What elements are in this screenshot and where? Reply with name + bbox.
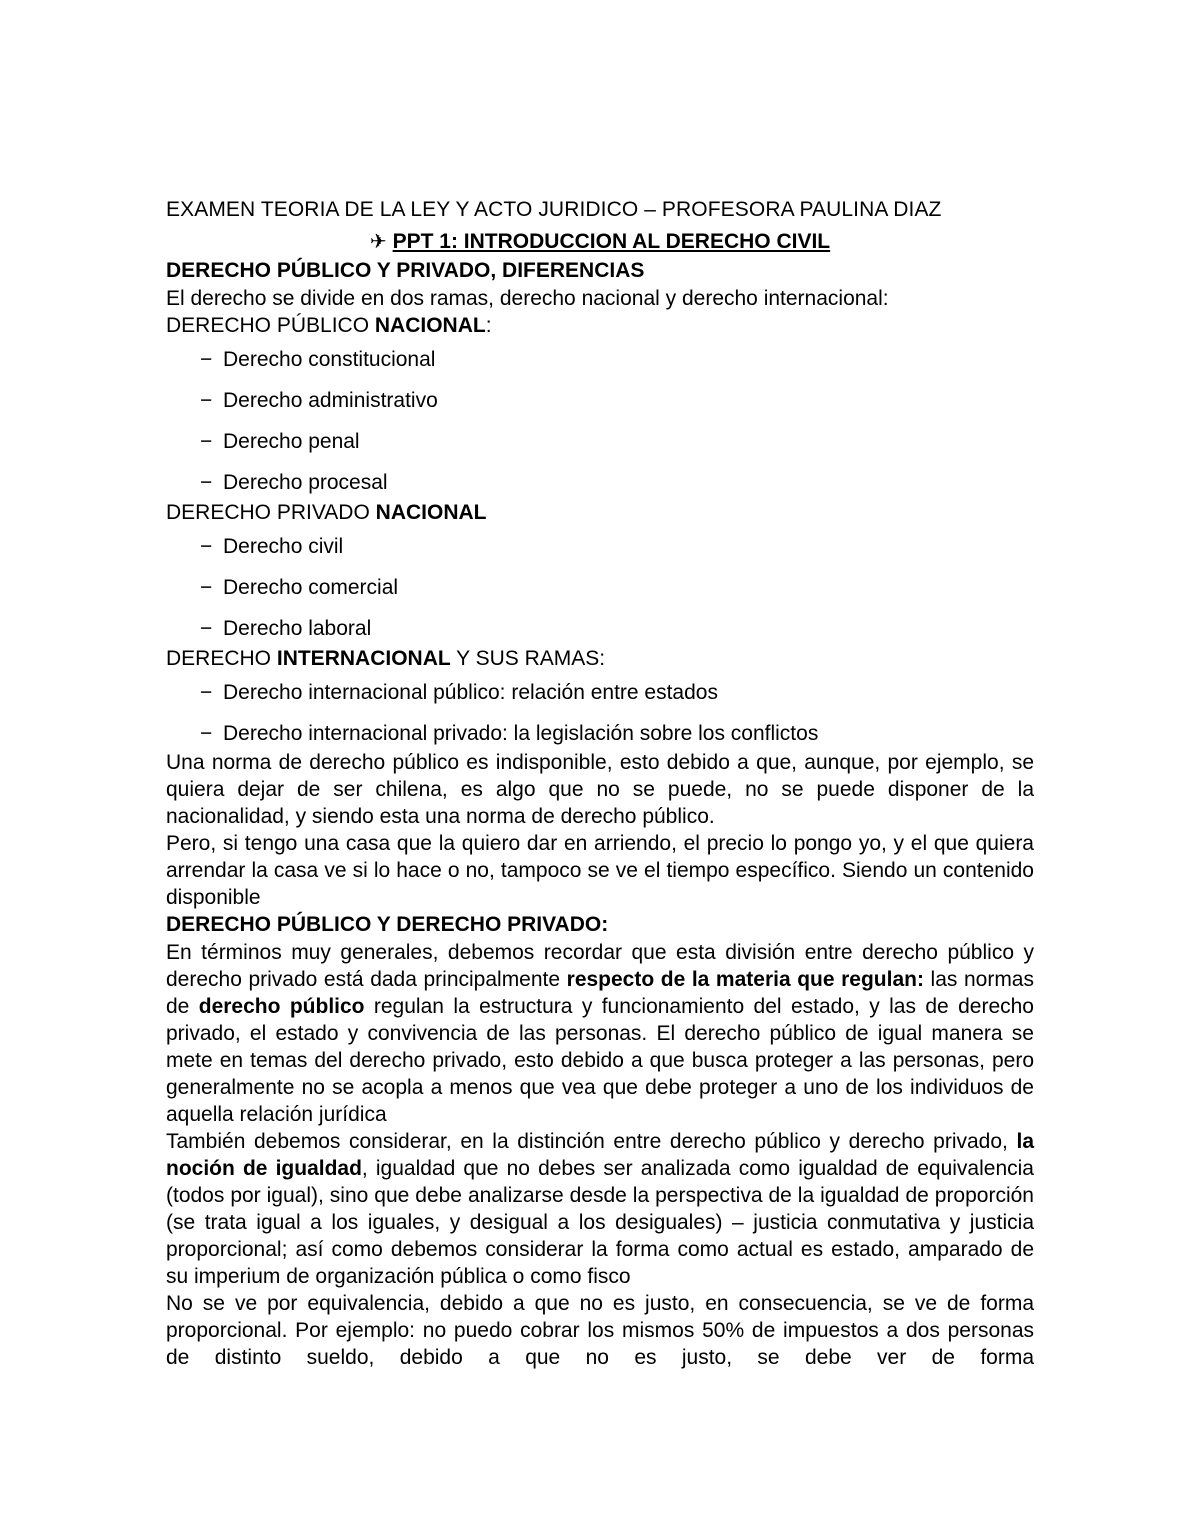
internacional-list [166, 672, 1034, 747]
paragraph-proporcional: No se ve por equivalencia, debido a que no es justo, en consecuencia, se ve de forma proporcional. Por ejemplo: no puedo cobrar los mismos 50% de impuestos a dos personas de distinto sueldo, debido a que no es justo, se debe ver de forma [166, 1292, 1034, 1369]
label-bold: NACIONAL [374, 314, 486, 337]
list-item-text: Derecho internacional público: relación entre estados [223, 681, 718, 704]
list-item-text: Derecho internacional privado: la legislación sobre los conflictos [223, 722, 819, 745]
section-heading: DERECHO PÚBLICO Y PRIVADO, DIFERENCIAS [166, 259, 645, 282]
publico-label [166, 312, 1034, 339]
bold-run: derecho público [198, 995, 365, 1018]
section-heading: DERECHO PÚBLICO Y DERECHO PRIVADO: [166, 913, 609, 936]
bold-run: la noción de igualdad [166, 1130, 1034, 1180]
text-run: regulan la estructura y funcionamiento del estado, y las de derecho privado, el estado y convivencia de las personas. El derecho público de igual manera se mete en temas del derecho privado, esto debido a que busca proteger a las personas, pero generalmente no se acopla a menos que vea que debe proteger a uno de los individuos de aquella relación jurídica [166, 995, 1034, 1126]
list-item [166, 672, 1034, 713]
list-item-text: Derecho laboral [223, 617, 372, 640]
dash-bullet: − [200, 430, 213, 453]
dash-bullet: − [200, 576, 213, 599]
list-item [166, 608, 1034, 642]
paragraph-disponible: Pero, si tengo una casa que la quiero dar en arriendo, el precio lo pongo yo, y el que quiera arrendar la casa ve si lo hace o no, tampoco se ve el tiempo específico. Siendo un contenido disponible [166, 832, 1034, 909]
privado-list [166, 526, 1034, 642]
internacional-label [166, 645, 1034, 672]
dash-bullet: − [200, 535, 213, 558]
text-run: También debemos considerar, en la distinción entre derecho público y derecho privado, [166, 1130, 1017, 1153]
document-content [166, 196, 1034, 1371]
intro-paragraph: El derecho se divide en dos ramas, derecho nacional y derecho internacional: [166, 287, 889, 310]
label-text: DERECHO [166, 647, 277, 670]
bold-run: respecto de la materia que regulan: [566, 968, 924, 991]
list-item [166, 526, 1034, 567]
list-item [166, 380, 1034, 421]
list-item-text: Derecho penal [223, 430, 360, 453]
list-item [166, 339, 1034, 380]
label-text: DERECHO PÚBLICO [166, 314, 375, 337]
text-run: las normas de [166, 968, 1034, 1018]
list-item-text: Derecho civil [223, 535, 344, 558]
document-header: EXAMEN TEORIA DE LA LEY Y ACTO JURIDICO – PROFESORA PAULINA DIAZ [166, 198, 942, 221]
ppt-title-text: PPT 1: INTRODUCCION AL DERECHO CIVIL [392, 230, 831, 253]
dash-bullet: − [200, 681, 213, 704]
list-item-text: Derecho procesal [223, 471, 388, 494]
paragraph-indisponible: Una norma de derecho público es indisponible, esto debido a que, aunque, por ejemplo, se quiera dejar de ser chilena, es algo que no se puede, no se puede disponer de la nacionalidad, y siendo esta una norma de derecho público. [166, 751, 1034, 828]
paragraph-materia [166, 939, 1034, 1128]
label-text: DERECHO PRIVADO [166, 501, 376, 524]
paragraph-igualdad [166, 1128, 1034, 1290]
publico-list [166, 339, 1034, 496]
label-text: : [485, 314, 492, 337]
dash-bullet: − [200, 617, 213, 640]
text-run: En términos muy generales, debemos recordar que esta división entre derecho público y derecho privado está dada principalmente [166, 941, 1034, 991]
list-item [166, 567, 1034, 608]
label-bold: INTERNACIONAL [276, 647, 451, 670]
text-run: , igualdad que no debes ser analizada como igualdad de equivalencia (todos por igual), sino que debe analizarse desde la perspectiva de la igualdad de proporción (se trata igual a los iguales, y desigual a los desiguales) – justicia conmutativa y justicia proporcional; así como debemos considerar la forma como actual es estado, amparado de su imperium de organización pública o como fisco [166, 1157, 1034, 1288]
label-bold: NACIONAL [375, 501, 487, 524]
privado-label [166, 499, 1034, 526]
dash-bullet: − [200, 722, 213, 745]
dash-bullet: − [200, 348, 213, 371]
list-item-text: Derecho comercial [223, 576, 399, 599]
list-item [166, 421, 1034, 462]
plane-icon: ✈ [369, 231, 387, 253]
list-item-text: Derecho constitucional [223, 348, 436, 371]
label-text: Y SUS RAMAS: [450, 647, 606, 670]
list-item [166, 713, 1034, 747]
list-item [166, 462, 1034, 496]
dash-bullet: − [200, 471, 213, 494]
dash-bullet: − [200, 389, 213, 412]
ppt-title [166, 227, 1034, 257]
list-item-text: Derecho administrativo [223, 389, 438, 412]
